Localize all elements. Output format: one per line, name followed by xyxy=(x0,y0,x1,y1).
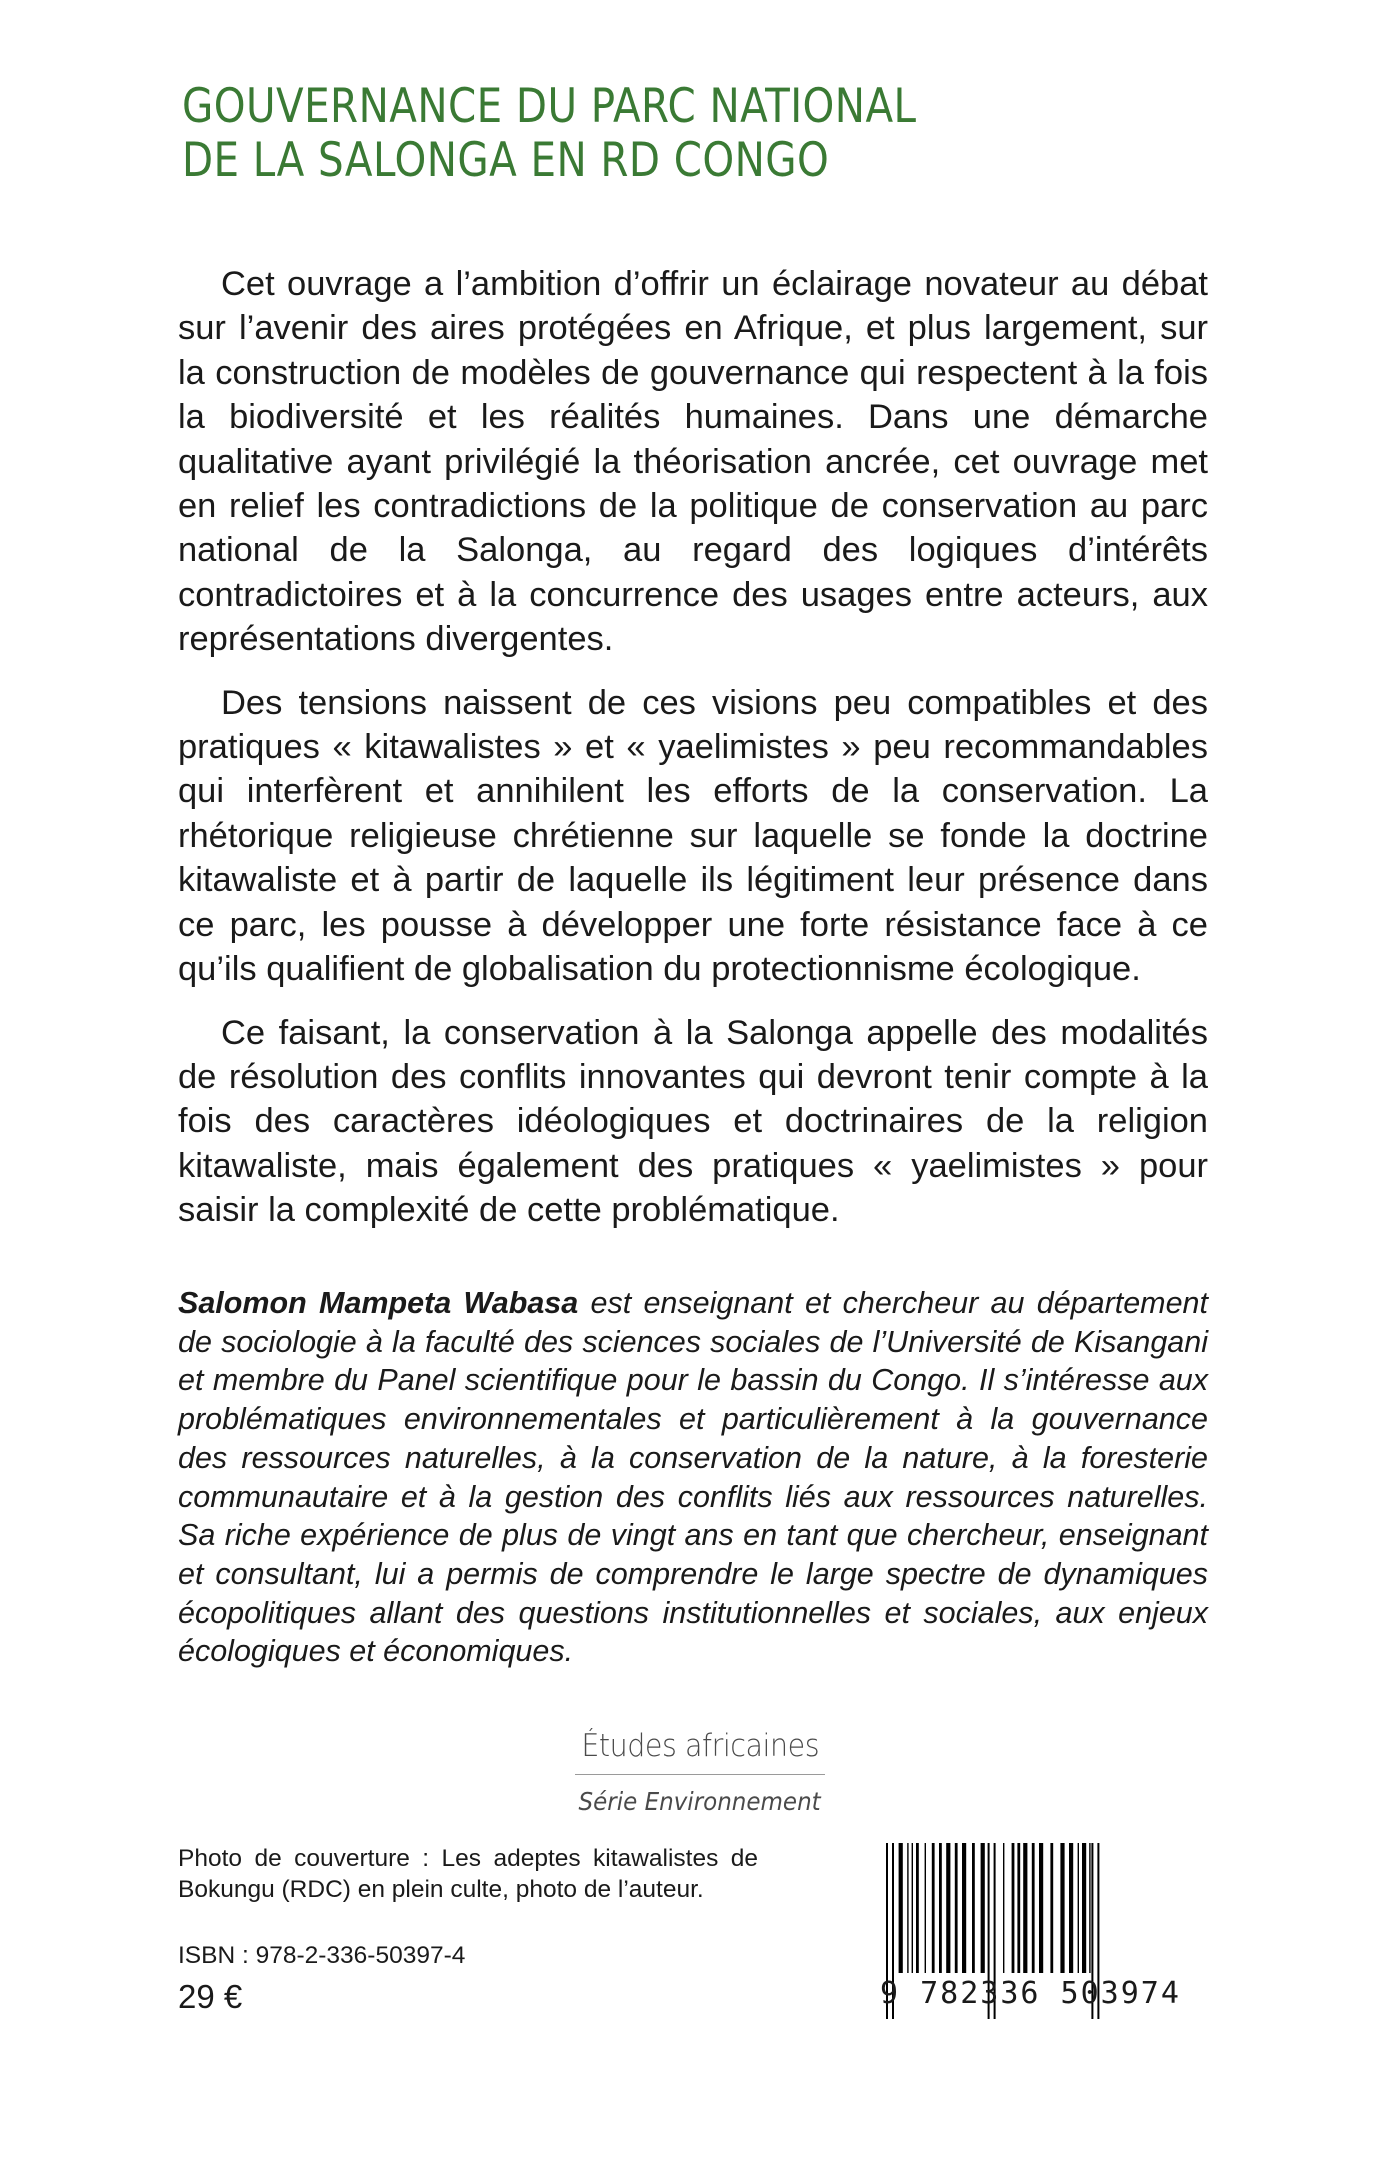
title-line-2: DE LA SALONGA EN RD CONGO xyxy=(182,133,830,188)
summary xyxy=(178,262,1208,1252)
barcode-bar xyxy=(1060,1843,1064,1973)
barcode-bar xyxy=(1032,1843,1035,1973)
book-title xyxy=(182,80,1094,188)
barcode-bar xyxy=(907,1843,908,1973)
barcode-bar xyxy=(1017,1843,1020,1973)
barcode-bar xyxy=(955,1843,958,1973)
series-divider xyxy=(575,1774,825,1775)
barcode-bar xyxy=(1023,1843,1027,1973)
barcode-bar xyxy=(1082,1843,1086,1973)
barcode-bar xyxy=(981,1843,985,1973)
title-line-1: GOUVERNANCE DU PARC NATIONAL xyxy=(182,79,917,134)
summary-paragraph-2: Des tensions naissent de ces visions peu compatibles et des pratiques « kitawalistes » et « yaelimistes » peu recommandables qui interfèrent et annihilent les efforts de la conservation. La rhétorique religieuse chrétienne sur laquelle se fonde la doctrine kitawaliste et à partir de laquelle ils légitiment leur présence dans ce parc, les pousse à développer une forte résistance face à ce qu’ils qualifient de globalisation du protectionnisme écologique. xyxy=(178,683,1208,989)
summary-paragraph-1: Cet ouvrage a l’ambition d’offrir un éclairage novateur au débat sur l’avenir des aires protégées en Afrique, et plus largement, sur la construction de modèles de gouvernance qui respectent à la fois la biodiversité et les réalités humaines. Dans une démarche qualitative ayant privilégié la théorisation ancrée, cet ouvrage met en relief les contradictions de la politique de conservation au parc national de la Salonga, au regard des logiques d’intérêts contradictoires et à la concurrence des usages entre acteurs, aux représentations divergentes. xyxy=(178,265,1208,659)
collection-name: Études africaines xyxy=(581,1728,819,1764)
barcode-bar xyxy=(972,1843,975,1973)
barcode-bar xyxy=(939,1843,942,1973)
photo-credit: Photo de couverture : Les adeptes kitawalistes de Bokungu (RDC) en plein culte, photo de l’auteur. xyxy=(178,1845,758,1903)
barcode-bar xyxy=(946,1843,950,1973)
barcode-bar xyxy=(1078,1843,1079,1973)
barcode-bar xyxy=(925,1843,926,1973)
barcode-bar xyxy=(912,1843,913,1973)
price: 29 € xyxy=(178,1978,243,2015)
barcode-bar xyxy=(916,1843,919,1973)
barcode-number: 9 782336 503974 xyxy=(880,1976,1181,2011)
barcode-bar xyxy=(1089,1843,1090,1973)
barcode-bar xyxy=(1003,1843,1004,1973)
barcode-bar xyxy=(932,1843,935,1973)
series-block xyxy=(0,1728,1400,1816)
barcode-bar xyxy=(899,1843,903,1973)
barcode-bar xyxy=(962,1843,966,1973)
author-bio-text: est enseignant et chercheur au département de sociologie à la faculté des sciences sociales de l’Université de Kisangani et membre du Panel scientifique pour le bassin du Congo. Il s’intéresse aux problématiques environnementales et particulièrement à la gouvernance des ressources naturelles, à la conservation de la nature, à la foresterie communautaire et à la gestion des conflits liés aux ressources naturelles. Sa riche expérience de plus de vingt ans en tant que chercheur, enseignant et consultant, lui a permis de comprendre le large spectre de dynamiques écopolitiques allant des questions institutionnelles et sociales, aux enjeux écologiques et économiques. xyxy=(178,1286,1208,1669)
barcode-bar xyxy=(1069,1843,1073,1973)
author-bio xyxy=(178,1284,1208,1671)
author-name: Salomon Mampeta Wabasa xyxy=(178,1286,579,1320)
subseries-name: Série Environnement xyxy=(578,1787,822,1816)
barcode-bar xyxy=(1050,1843,1053,1973)
isbn: ISBN : 978-2-336-50397-4 xyxy=(178,1942,466,1969)
barcode-bar xyxy=(1039,1843,1043,1973)
summary-paragraph-3: Ce faisant, la conservation à la Salonga appelle des modalités de résolution des conflits innovantes qui devront tenir compte à la fois des caractères idéologiques et doctrinaires de la religion kitawaliste, mais également des pratiques « yaelimistes » pour saisir la complexité de cette problématique. xyxy=(178,1013,1208,1230)
barcode-bar xyxy=(1012,1843,1015,1973)
